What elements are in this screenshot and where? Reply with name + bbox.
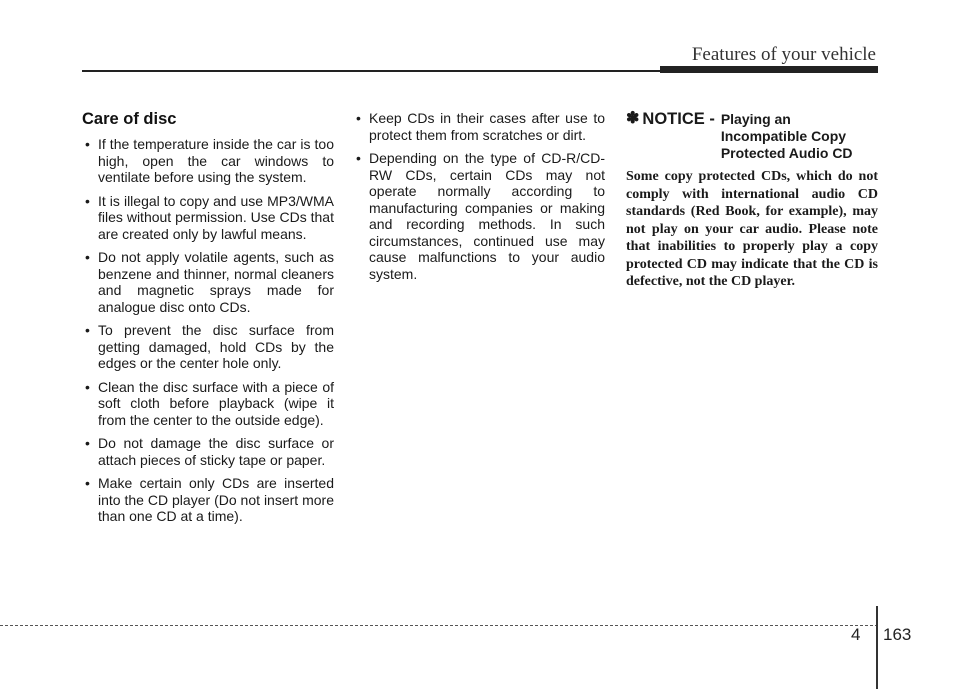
- column-care-continued: [353, 110, 605, 289]
- footer-page-number: 163: [883, 625, 912, 644]
- header-rule-thick: [660, 66, 878, 73]
- care-continued-bullet-list: [353, 110, 605, 282]
- care-bullet-4: • To prevent the disc surface from getting damaged, hold CDs by the edges or the center hole only.: [85, 322, 334, 371]
- notice-label: NOTICE -: [642, 110, 715, 128]
- notice-asterisk-icon: ✽: [626, 110, 640, 127]
- section-heading-care-of-disc: Care of disc: [82, 110, 177, 128]
- care-bullet-list: [82, 136, 334, 525]
- care-bullet-9: • Depending on the type of CD-R/CD-RW CDs, certain CDs may not operate normally according to manufacturing companies or making and recording methods. In such circumstances, continued use may cause malfunctions to your audio system.: [356, 150, 605, 282]
- footer-vertical-rule: [876, 606, 878, 689]
- footer-section-number: 4: [851, 625, 861, 644]
- notice-box: [626, 110, 878, 291]
- notice-body-text: Some copy protected CDs, which do not comply with international audio CD standards (Red Book, for example), may not play on your car audio. Please note that inabilities to properly play a copy protected CD may indicate that the CD is defective, not the CD player.: [626, 169, 878, 289]
- header-rule-thin: [82, 70, 662, 72]
- care-bullet-2: • It is illegal to copy and use MP3/WMA files without permission. Use CDs that are created only by lawful means.: [85, 192, 334, 242]
- running-header-title: Features of your vehicle: [691, 44, 876, 65]
- care-bullet-5: • Clean the disc surface with a piece of soft cloth before playback (wipe it from the center to the outside edge).: [85, 378, 334, 428]
- notice-heading: [626, 110, 878, 162]
- care-bullet-7: • Make certain only CDs are inserted into the CD player (Do not insert more than one CD at a time).: [85, 475, 334, 524]
- care-bullet-1: • If the temperature inside the car is too high, open the car windows to ventilate before using the system.: [85, 136, 334, 185]
- column-care-of-disc: [82, 110, 334, 532]
- care-bullet-3: • Do not apply volatile agents, such as benzene and thinner, normal cleaners and magnetic sprays made for analogue disc onto CDs.: [85, 249, 334, 315]
- care-bullet-6: • Do not damage the disc surface or attach pieces of sticky tape or paper.: [85, 435, 334, 468]
- footer-dashed-rule: [0, 625, 878, 626]
- care-bullet-8: • Keep CDs in their cases after use to protect them from scratches or dirt.: [356, 110, 605, 143]
- notice-title: Playing an Incompatible Copy Protected Audio CD: [720, 111, 853, 161]
